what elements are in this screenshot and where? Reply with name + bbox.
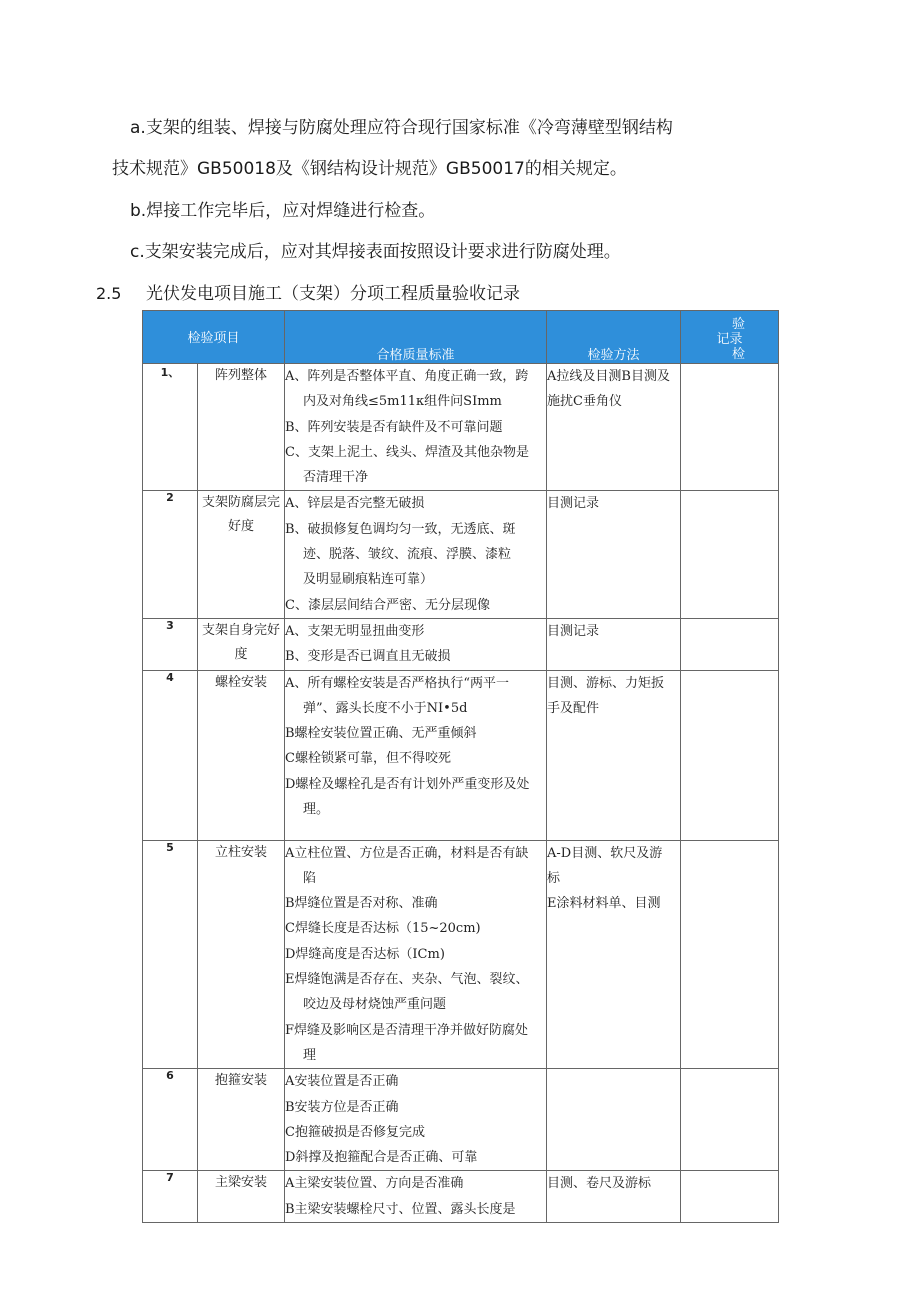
table-row xyxy=(143,491,779,618)
row-record xyxy=(681,1069,779,1171)
row-method: 目测记录 xyxy=(547,491,681,618)
row-number: 1、 xyxy=(143,364,198,491)
row-record xyxy=(681,670,779,840)
row-standard: A、支架无明显扭曲变形 B、变形是否已调直且无破损 xyxy=(285,618,547,670)
table-row xyxy=(143,1069,779,1171)
row-method: 目测、卷尺及游标 xyxy=(547,1171,681,1223)
header-method: 检验方法 xyxy=(547,311,681,364)
row-standard: A、所有螺栓安装是否严格执行“两平一 弹”、露头长度不小于NI•5d B螺栓安装位置正确、无严重倾斜 C螺栓锁紧可靠，但不得咬死 D螺栓及螺栓孔是否有计划外严重变形及处 理。 xyxy=(285,670,547,840)
row-number: 5 xyxy=(143,840,198,1069)
row-standard: A主梁安装位置、方向是否准确 B主梁安装螺栓尺寸、位置、露头长度是 xyxy=(285,1171,547,1223)
row-number: 4 xyxy=(143,670,198,840)
table-row xyxy=(143,364,779,491)
header-item: 检验项目 xyxy=(143,311,285,364)
row-number: 7 xyxy=(143,1171,198,1223)
row-item: 主梁安装 xyxy=(198,1171,285,1223)
row-standard: A、锌层是否完整无破损 B、破损修复色调均匀一致，无透底、斑 迹、脱落、皱纹、流痕、浮膜、漆粒 及明显刷痕粘连可靠） C、漆层层间结合严密、无分层现像 xyxy=(285,491,547,618)
row-record xyxy=(681,840,779,1069)
row-method: A拉线及目测B目测及 施扰C垂角仪 xyxy=(547,364,681,491)
section-title: 光伏发电项目施工（支架）分项工程质量验收记录 xyxy=(146,284,520,304)
row-standard: A、阵列是否整体平直、角度正确一致，跨 内及对角线≤5m11κ组件问SImm B、阵列安装是否有缺件及不可靠问题 C、支架上泥土、线头、焊渣及其他杂物是 否清理干净 xyxy=(285,364,547,491)
paragraph-a-line2: 技术规范》GB50018及《钢结构设计规范》GB50017的相关规定。 xyxy=(112,159,627,179)
table-row xyxy=(143,670,779,840)
table-header-row xyxy=(143,311,779,364)
header-standard: 合格质量标准 xyxy=(285,311,547,364)
paragraph-c: c.支架安装完成后，应对其焊接表面按照设计要求进行防腐处理。 xyxy=(130,242,621,262)
row-method: 目测记录 xyxy=(547,618,681,670)
row-method: 目测、游标、力矩扳 手及配件 xyxy=(547,670,681,840)
row-item: 立柱安装 xyxy=(198,840,285,1069)
row-standard: A立柱位置、方位是否正确，材料是否有缺 陷 B焊缝位置是否对称、准确 C焊缝长度是否达标（15~20cm) D焊缝高度是否达标（ICm) E焊缝饱满是否存在、夹杂、气泡、裂纹、 咬边及母材烧蚀严重问题 F焊缝及影响区是否清理干净并做好防腐处 理 xyxy=(285,840,547,1069)
row-number: 6 xyxy=(143,1069,198,1171)
row-record xyxy=(681,618,779,670)
row-record xyxy=(681,491,779,618)
row-record xyxy=(681,1171,779,1223)
row-method xyxy=(547,1069,681,1171)
table-row xyxy=(143,840,779,1069)
row-item: 支架自身完好度 xyxy=(198,618,285,670)
header-record: 验 记录 检 xyxy=(681,311,779,364)
row-number: 3 xyxy=(143,618,198,670)
paragraph-a-line1: a.支架的组装、焊接与防腐处理应符合现行国家标准《冷弯薄壁型钢结构 xyxy=(130,118,673,138)
section-number: 2.5 xyxy=(96,284,122,303)
row-record xyxy=(681,364,779,491)
row-standard: A安装位置是否正确 B安装方位是否正确 C抱箍破损是否修复完成 D斜撑及抱箍配合是否正确、可靠 xyxy=(285,1069,547,1171)
row-item: 支架防腐层完好度 xyxy=(198,491,285,618)
row-number: 2 xyxy=(143,491,198,618)
paragraph-b: b.焊接工作完毕后，应对焊缝进行检查。 xyxy=(130,201,436,221)
row-item: 阵列整体 xyxy=(198,364,285,491)
row-method: A-D目测、软尺及游 标 E涂料材料单、目测 xyxy=(547,840,681,1069)
table-row xyxy=(143,1171,779,1223)
row-item: 螺栓安装 xyxy=(198,670,285,840)
inspection-table xyxy=(142,310,779,1223)
table-row xyxy=(143,618,779,670)
row-item: 抱箍安装 xyxy=(198,1069,285,1171)
